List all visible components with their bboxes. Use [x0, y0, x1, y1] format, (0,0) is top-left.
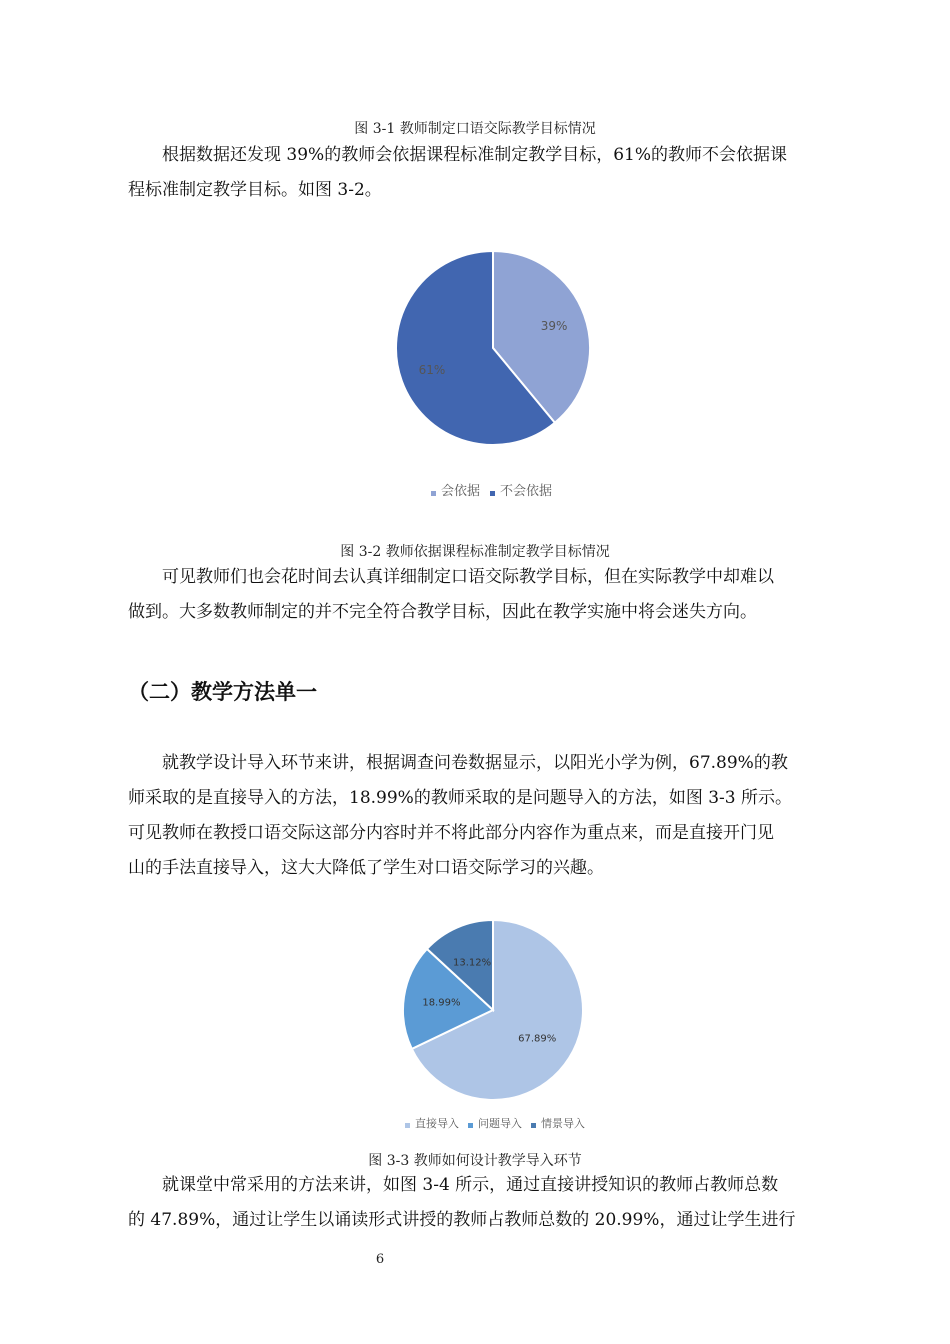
- paragraph-1: [128, 138, 858, 208]
- legend-label-0-0: 会依据: [441, 484, 481, 499]
- legend-label-1-0: 直接导入: [415, 1117, 459, 1130]
- paragraph-line: 可见教师在教授口语交际这部分内容时并不将此部分内容作为重点来，而是直接开门见: [128, 823, 774, 843]
- section-heading: （二）教学方法单一: [128, 680, 317, 704]
- paragraph-line: 可见教师们也会花时间去认真详细制定口语交际教学目标，但在实际教学中却难以: [162, 567, 774, 587]
- paragraph-line: 程标准制定教学目标。如图 3-2。: [128, 180, 382, 200]
- pie-data-label-0-1: 61%: [418, 363, 446, 378]
- legend-swatch-0-0: [431, 491, 436, 496]
- paragraph-line: 的 47.89%，通过让学生以诵读形式讲授的教师占教师总数的 20.99%，通过让学生进行: [128, 1210, 796, 1230]
- pie-data-label-1-1: 18.99%: [422, 997, 461, 1009]
- legend-swatch-1-1: [468, 1123, 473, 1128]
- paragraph-4: [128, 1168, 858, 1238]
- figure-3-3-caption: 图 3-3 教师如何设计教学导入环节: [368, 1153, 582, 1169]
- legend-label-0-1: 不会依据: [500, 484, 553, 499]
- pie-data-label-1-0: 67.89%: [518, 1033, 557, 1045]
- pie-chart-lesson-introduction: [385, 912, 605, 1134]
- pie-data-label-0-0: 39%: [540, 319, 568, 334]
- paragraph-line: 山的手法直接导入，这大大降低了学生对口语交际学习的兴趣。: [128, 858, 604, 878]
- figure-3-1-caption: 图 3-1 教师制定口语交际教学目标情况: [354, 121, 596, 137]
- paragraph-line: 根据数据还发现 39%的教师会依据课程标准制定教学目标，61%的教师不会依据课: [162, 145, 787, 165]
- page-number: 6: [375, 1252, 385, 1267]
- legend-label-1-2: 情景导入: [541, 1117, 585, 1130]
- legend-swatch-1-0: [405, 1123, 410, 1128]
- paragraph-line: 就课堂中常采用的方法来讲，如图 3-4 所示，通过直接讲授知识的教师占教师总数: [162, 1175, 779, 1195]
- legend-label-1-1: 问题导入: [478, 1117, 522, 1130]
- paragraph-line: 做到。大多数教师制定的并不完全符合教学目标，因此在教学实施中将会迷失方向。: [128, 602, 757, 622]
- paragraph-line: 师采取的是直接导入的方法，18.99%的教师采取的是问题导入的方法，如图 3-3 所示。: [128, 788, 793, 808]
- pie-data-label-1-2: 13.12%: [453, 957, 492, 969]
- paragraph-line: 就教学设计导入环节来讲，根据调查问卷数据显示，以阳光小学为例，67.89%的教: [162, 753, 788, 773]
- legend-swatch-1-2: [531, 1123, 536, 1128]
- pie-chart-teacher-curriculum-basis: [380, 238, 610, 508]
- paragraph-2: [128, 560, 858, 630]
- legend-swatch-0-1: [490, 491, 495, 496]
- figure-3-2-caption: 图 3-2 教师依据课程标准制定教学目标情况: [340, 544, 610, 560]
- paragraph-3: [128, 746, 858, 886]
